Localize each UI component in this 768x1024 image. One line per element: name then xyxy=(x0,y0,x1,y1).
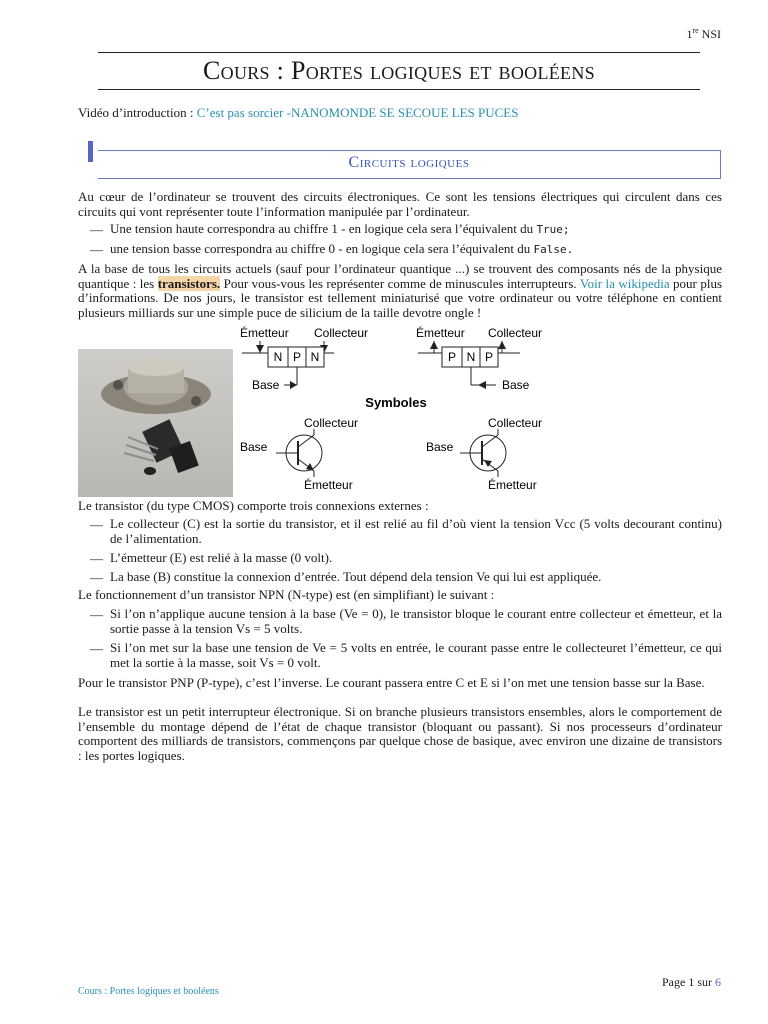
list-item: Le collecteur (C) est la sortie du transistor, et il est relié au fil d’où vient la tension Vcc (5 volts decourant continu) de l’alimentation. xyxy=(110,516,722,546)
highlight-transistors: transistors. xyxy=(157,275,221,291)
svg-text:Base: Base xyxy=(426,440,454,454)
title-rule-bottom xyxy=(98,89,700,90)
paragraph-npn: Le fonctionnement d’un transistor NPN (N-type) est (en simplifiant) le suivant : xyxy=(78,587,495,602)
svg-text:Collecteur: Collecteur xyxy=(488,416,543,430)
paragraph-connections: Le transistor (du type CMOS) comporte trois connexions externes : xyxy=(78,498,429,513)
list-item: Une tension haute correspondra au chiffre 1 - en logique cela sera l’équivalent du True; xyxy=(110,221,570,236)
pnp-base-label: Base xyxy=(502,378,530,392)
svg-text:P: P xyxy=(292,350,302,364)
intro-video-link[interactable]: C’est pas sorcier -NANOMONDE SE SECOUE LES PUCES xyxy=(196,105,519,120)
svg-text:N: N xyxy=(273,350,283,364)
npn-collecteur-label: Collecteur xyxy=(314,326,369,340)
transistor-diagram xyxy=(236,323,556,495)
footer-title: Cours : Portes logiques et booléens xyxy=(78,986,219,997)
svg-text:P: P xyxy=(447,350,457,364)
svg-text:P: P xyxy=(484,350,494,364)
npn-base-label: Base xyxy=(252,378,280,392)
intro-video-line xyxy=(78,105,518,121)
paragraph-pnp: Pour le transistor PNP (P-type), c’est l’inverse. Le courant passera entre C et E si l’on met une tension basse sur la Base. xyxy=(78,675,705,690)
section-number-marker xyxy=(88,141,93,162)
transistor-photo xyxy=(78,349,233,497)
svg-text:Base: Base xyxy=(240,440,268,454)
paragraph-transistors: A la base de tous les circuits actuels (sauf pour l’ordinateur quantique ...) se trouvent des composants nés de la physique quantique : les transistors. Pour vous-vous les représenter comme de minuscules interrupteurs. Voir la wikipedia pour plus d’informations. De nos jours, le transistor est tellement miniaturisé que votre ordinateur ou votre téléphone en contient plusieurs milliards sur une simple puce de silicium de la taille devotre ongle ! xyxy=(78,261,722,320)
svg-text:Collecteur: Collecteur xyxy=(304,416,359,430)
list-item: La base (B) constitue la connexion d’entrée. Tout dépend dela tension Ve qui lui est appliquée. xyxy=(110,569,602,584)
symboles-label: Symboles xyxy=(365,395,427,410)
list-item: L’émetteur (E) est relié à la masse (0 volt). xyxy=(110,550,333,565)
page-title: Cours : Portes logiques et booléens xyxy=(203,56,595,85)
list-item: Si l’on n’applique aucune tension à la base (Ve = 0), le transistor bloque le courant entre collecteur et émetteur, et la sortie passe à la tension Vs = 5 volts. xyxy=(110,606,722,636)
section-title: Circuits logiques xyxy=(348,154,470,171)
class-tag: 1re NSI xyxy=(686,26,721,41)
pnp-emetteur-label: Émetteur xyxy=(416,326,465,340)
svg-text:N: N xyxy=(466,350,476,364)
intro-label: Vidéo d’introduction : xyxy=(78,105,197,120)
npn-emetteur-label: Émetteur xyxy=(240,326,289,340)
svg-text:N: N xyxy=(310,350,320,364)
svg-text:Émetteur: Émetteur xyxy=(304,478,353,492)
page-number: Page 1 sur 6 xyxy=(662,975,721,989)
list-item: Si l’on met sur la base une tension de Ve = 5 volts en entrée, le courant passe entre le collecteuret l’émetteur, ce qui met la sortie à la masse, soit Vs = 0 volt. xyxy=(110,640,722,670)
wikipedia-link[interactable]: Voir la wikipedia xyxy=(579,275,670,291)
svg-text:Émetteur: Émetteur xyxy=(488,478,537,492)
pnp-collecteur-label: Collecteur xyxy=(488,326,543,340)
paragraph-intro: Au cœur de l’ordinateur se trouvent des circuits électroniques. Ce sont les tensions électriques qui circulent dans ces circuits qui vont représenter toute l’information manipulée par l’ordinateur. xyxy=(78,189,722,219)
list-item: une tension basse correspondra au chiffre 0 - en logique cela sera l’équivalent du False. xyxy=(110,241,574,256)
title-rule-top xyxy=(98,52,700,53)
paragraph-conclusion: Le transistor est un petit interrupteur électronique. Si on branche plusieurs transistors ensembles, alors le comportement de l’ensemble du montage dépend de l’état de chaque transistor (bloquant ou passant). Si nos processeurs d’ordinateur comportent des milliards de transistors, commençons par quelque chose de basique, avec environ une dizaine de transistors : les portes logiques. xyxy=(78,704,722,763)
